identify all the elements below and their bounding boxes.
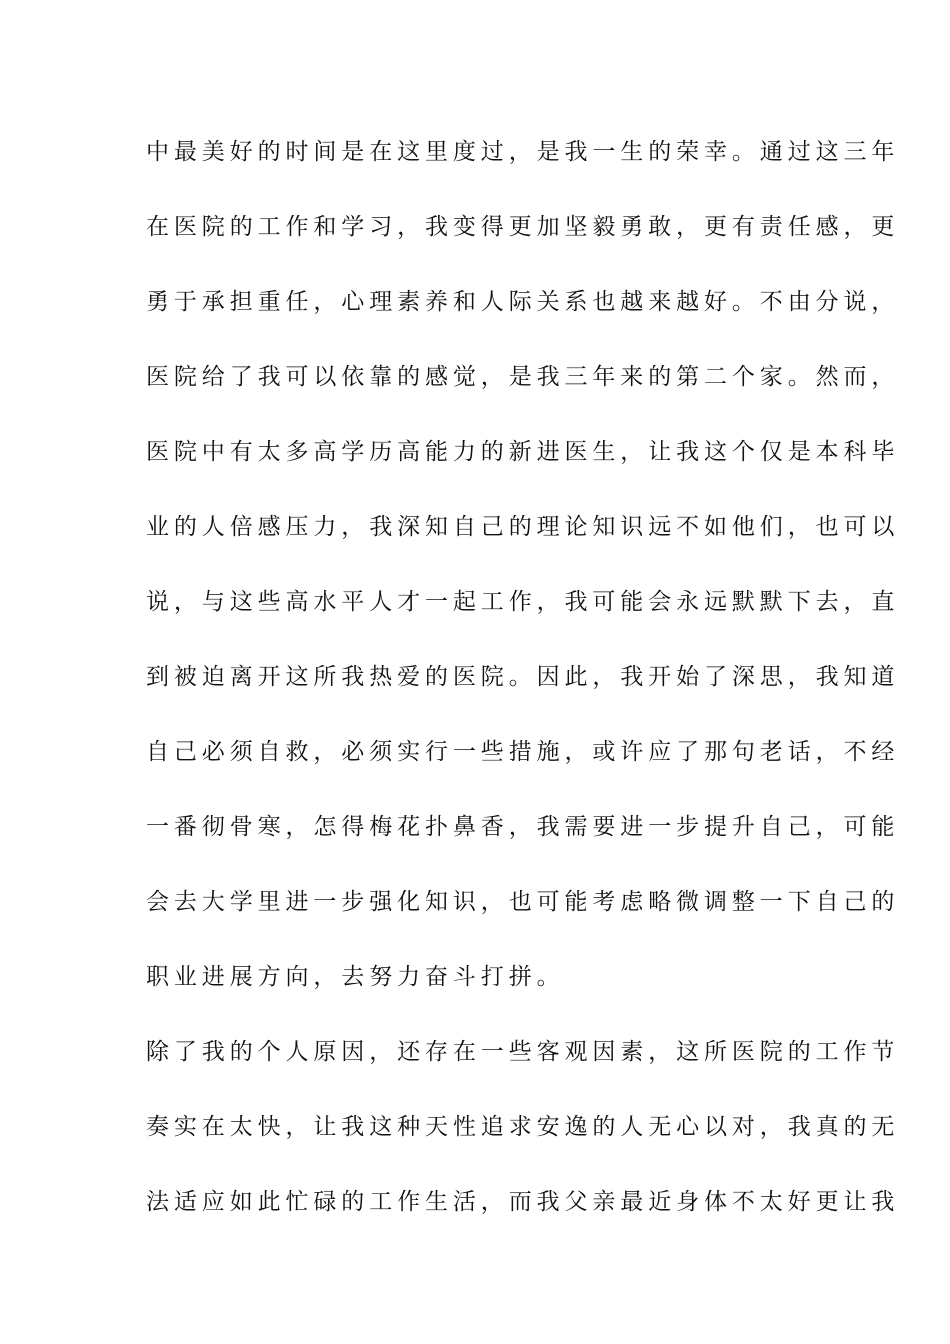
text-line: 法适应如此忙碌的工作生活，而我父亲最近身体不太好更让我	[146, 1189, 900, 1215]
text-line: 业的人倍感压力，我深知自己的理论知识远不如他们，也可以	[146, 514, 900, 540]
text-line: 说，与这些高水平人才一起工作，我可能会永远默默下去，直	[146, 589, 900, 615]
text-line: 职业进展方向，去努力奋斗打拼。	[146, 964, 565, 990]
text-line: 奏实在太快，让我这种天性追求安逸的人无心以对，我真的无	[146, 1114, 900, 1140]
text-line: 会去大学里进一步强化知识，也可能考虑略微调整一下自己的	[146, 889, 900, 915]
text-line: 在医院的工作和学习，我变得更加坚毅勇敢，更有责任感，更	[146, 214, 900, 240]
text-line: 医院中有太多高学历高能力的新进医生，让我这个仅是本科毕	[146, 439, 900, 465]
text-line: 一番彻骨寒，怎得梅花扑鼻香，我需要进一步提升自己，可能	[146, 814, 900, 840]
text-line: 到被迫离开这所我热爱的医院。因此，我开始了深思，我知道	[146, 664, 900, 690]
text-line: 中最美好的时间是在这里度过，是我一生的荣幸。通过这三年	[146, 139, 900, 165]
text-line: 自己必须自救，必须实行一些措施，或许应了那句老话，不经	[146, 739, 900, 765]
body-text	[146, 129, 900, 1254]
text-line: 勇于承担重任，心理素养和人际关系也越来越好。不由分说，	[146, 289, 900, 315]
text-line: 除了我的个人原因，还存在一些客观因素，这所医院的工作节	[146, 1039, 900, 1065]
text-line: 医院给了我可以依靠的感觉，是我三年来的第二个家。然而，	[146, 364, 900, 390]
